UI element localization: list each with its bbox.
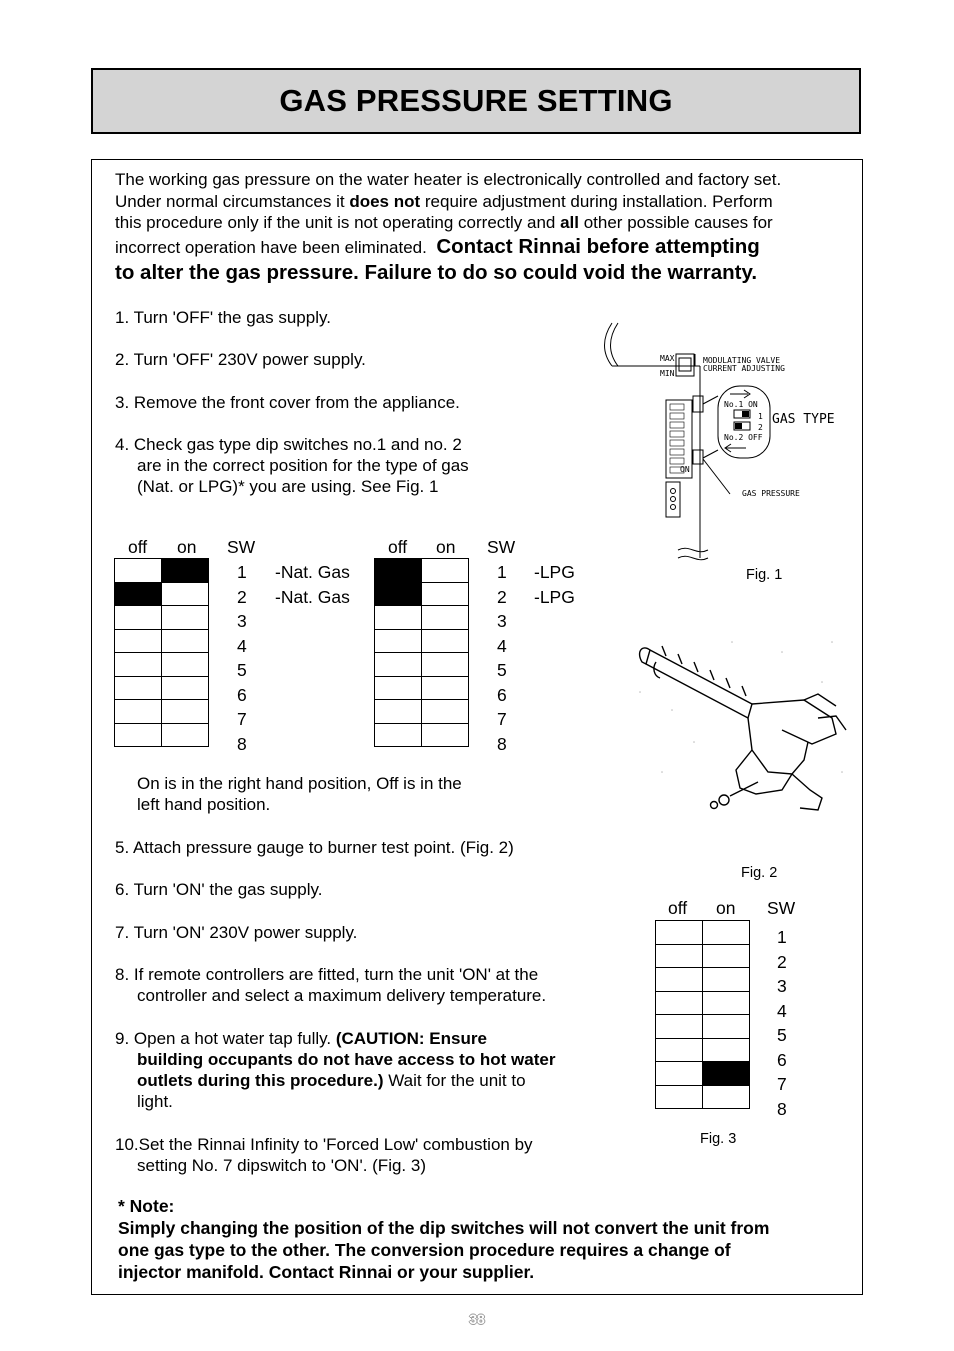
switch-off-cell <box>375 653 422 677</box>
note <box>118 1195 848 1283</box>
step-4: 4. Check gas type dip switches no.1 and no. 2 are in the correct position for the type of gas (Nat. or LPG)* you are using. See Fig. 1 <box>115 435 469 496</box>
intro-paragraph <box>115 169 845 286</box>
switch-off-cell <box>115 582 162 606</box>
switch-number: 7 <box>237 709 247 729</box>
intro-line: this procedure only if the unit is not operating correctly and all other possible causes for <box>115 213 773 232</box>
switch-on-cell <box>422 723 469 747</box>
switch-on-cell <box>422 582 469 606</box>
note-line: one gas type to the other. The conversion procedure requires a change of <box>118 1240 731 1260</box>
switch-off-cell <box>656 921 703 945</box>
intro-line: The working gas pressure on the water heater is electronically controlled and factory set. <box>115 170 782 189</box>
intro-line: incorrect operation have been eliminated. Contact Rinnai before attempting <box>115 234 760 258</box>
dip-switch-row <box>656 991 750 1015</box>
switch-number: 5 <box>777 1025 787 1045</box>
switch-on-cell <box>162 676 209 700</box>
step-9: 9. Open a hot water tap fully. (CAUTION: Ensure building occupants do not have access to hot water outlets during this procedure.) Wait for the unit to light. <box>115 1029 556 1111</box>
warning-text: Contact Rinnai before attempting <box>436 234 760 258</box>
off-header: off <box>128 537 148 557</box>
dip-switch-row <box>115 629 209 653</box>
on-header: on <box>716 898 736 918</box>
switch-off-cell <box>115 700 162 724</box>
step-10: 10.Set the Rinnai Infinity to 'Forced Low' combustion by setting No. 7 dipswitch to 'ON'. (Fig. 3) <box>115 1135 533 1175</box>
switch-number: 3 <box>777 976 787 996</box>
dip-switch-row <box>656 1038 750 1062</box>
note-line: injector manifold. Contact Rinnai or your supplier. <box>118 1262 535 1282</box>
switch-on-cell <box>703 1085 750 1109</box>
fig1-gas-pressure-label: GAS PRESSURE <box>742 489 800 498</box>
fig1-min-label: MIN <box>660 369 675 378</box>
gas-label: -Nat. Gas <box>275 586 350 607</box>
fig1-valve-label: MODULATING VALVE <box>703 356 781 365</box>
dip-switch-table-fig3 <box>655 920 750 1109</box>
switch-on-cell <box>162 582 209 606</box>
switch-number: 2 <box>777 951 787 972</box>
switch-number: 4 <box>497 635 507 656</box>
fig1-valve-label: CURRENT ADJUSTING <box>703 364 785 373</box>
switch-numbers <box>777 925 787 1121</box>
fig3-caption: Fig. 3 <box>700 1131 737 1147</box>
switch-number: 3 <box>497 611 507 631</box>
switch-number: 7 <box>497 709 507 729</box>
switch-numbers <box>497 560 507 756</box>
switch-off-cell <box>375 700 422 724</box>
gas-labels-nat <box>275 560 350 609</box>
gas-labels-lpg <box>534 560 575 609</box>
switch-off-cell <box>115 629 162 653</box>
dip-switch-row <box>656 1085 750 1109</box>
dip-switch-row <box>656 1015 750 1039</box>
switch-on-cell <box>162 653 209 677</box>
step-7: 7. Turn 'ON' 230V power supply. <box>115 923 358 942</box>
switch-on-cell <box>162 559 209 583</box>
switch-off-cell <box>115 676 162 700</box>
step-5: 5. Attach pressure gauge to burner test point. (Fig. 2) <box>115 838 514 857</box>
dip-switch-row <box>115 700 209 724</box>
fig1-no1-label: No.1 ON <box>724 400 758 409</box>
dip-switch-row <box>375 653 469 677</box>
off-header: off <box>668 898 688 918</box>
dip-switch-row <box>115 559 209 583</box>
switch-on-cell <box>703 1015 750 1039</box>
intro-emphasis: all <box>560 213 579 232</box>
sw-header: SW <box>767 898 796 918</box>
switch-on-cell <box>422 653 469 677</box>
step-3: 3. Remove the front cover from the appliance. <box>115 393 460 412</box>
dip-switch-row <box>656 1062 750 1086</box>
switch-number: 5 <box>237 660 247 680</box>
switch-off-cell <box>656 1062 703 1086</box>
switch-off-cell <box>656 1015 703 1039</box>
dip-switch-row <box>375 723 469 747</box>
switch-number: 2 <box>237 586 247 607</box>
switch-on-cell <box>422 559 469 583</box>
step-1: 1. Turn 'OFF' the gas supply. <box>115 308 331 327</box>
switch-off-cell <box>375 629 422 653</box>
switch-number: 8 <box>777 1098 787 1119</box>
switch-on-cell <box>703 991 750 1015</box>
gas-label: -LPG <box>534 586 575 607</box>
dip-switch-table-nat-gas <box>114 558 209 747</box>
switch-on-cell <box>422 629 469 653</box>
switch-off-cell <box>115 606 162 630</box>
switch-on-cell <box>422 676 469 700</box>
switch-number: 3 <box>237 611 247 631</box>
fig2-caption: Fig. 2 <box>741 865 778 881</box>
dip-switch-row <box>115 582 209 606</box>
fig1-gas-type-label: GAS TYPE <box>772 412 835 427</box>
dip-switch-row <box>656 944 750 968</box>
switch-off-cell <box>375 676 422 700</box>
switch-number: 4 <box>237 635 247 656</box>
off-header: off <box>388 537 408 557</box>
switch-number: 6 <box>777 1049 787 1070</box>
switch-off-cell <box>115 723 162 747</box>
switch-on-cell <box>162 606 209 630</box>
switch-off-cell <box>656 1085 703 1109</box>
switch-on-cell <box>162 629 209 653</box>
switch-on-cell <box>162 723 209 747</box>
note-heading: * Note: <box>118 1196 175 1216</box>
switch-number: 1 <box>777 927 787 947</box>
switch-off-cell <box>656 991 703 1015</box>
fig1-no2-label: No.2 OFF <box>724 433 763 442</box>
dip-switch-row <box>115 606 209 630</box>
on-header: on <box>436 537 456 557</box>
dip-switch-row <box>115 676 209 700</box>
switch-off-cell <box>656 1038 703 1062</box>
switch-on-cell <box>703 944 750 968</box>
step-8: 8. If remote controllers are fitted, turn the unit 'ON' at the controller and select a maximum delivery temperature. <box>115 965 547 1005</box>
gas-label: -LPG <box>534 562 575 582</box>
sw-header: SW <box>487 537 516 557</box>
fig1-dip-switch-diagram <box>600 318 850 573</box>
dip-switch-row <box>656 968 750 992</box>
switch-off-cell <box>375 723 422 747</box>
dip-switch-table-lpg <box>374 558 469 747</box>
title-box <box>91 68 861 134</box>
svg-text:2: 2 <box>758 423 763 432</box>
step-2: 2. Turn 'OFF' 230V power supply. <box>115 350 366 369</box>
switch-off-cell <box>656 968 703 992</box>
intro-line: Under normal circumstances it does not require adjustment during installation. Perform <box>115 191 773 211</box>
switch-number: 6 <box>237 684 247 705</box>
switch-off-cell <box>375 559 422 583</box>
page-number: 38 <box>469 1311 485 1327</box>
dip-switch-row <box>656 921 750 945</box>
fig1-max-label: MAX <box>660 354 675 363</box>
switch-number: 1 <box>497 562 507 582</box>
switch-off-cell <box>115 559 162 583</box>
warning-text: to alter the gas pressure. Failure to do so could void the warranty. <box>115 260 758 284</box>
switch-on-cell <box>162 700 209 724</box>
switch-numbers <box>237 560 247 756</box>
switch-on-cell <box>703 1062 750 1086</box>
page-title: GAS PRESSURE SETTING <box>279 83 673 118</box>
dip-switch-row <box>375 676 469 700</box>
switch-on-cell <box>703 921 750 945</box>
onoff-note: On is in the right hand position, Off is in the left hand position. <box>137 774 462 814</box>
switch-number: 1 <box>237 562 247 582</box>
switch-off-cell <box>375 606 422 630</box>
switch-on-cell <box>703 968 750 992</box>
switch-on-cell <box>703 1038 750 1062</box>
step-6: 6. Turn 'ON' the gas supply. <box>115 880 323 899</box>
switch-number: 8 <box>497 733 507 754</box>
switch-off-cell <box>656 944 703 968</box>
svg-text:1: 1 <box>758 412 763 421</box>
sw-header: SW <box>227 537 256 557</box>
dip-switch-row <box>375 700 469 724</box>
dip-switch-row <box>115 723 209 747</box>
gas-label: -Nat. Gas <box>275 562 350 582</box>
on-header: on <box>177 537 197 557</box>
switch-on-cell <box>422 700 469 724</box>
fig2-burner-illustration <box>632 622 854 832</box>
switch-number: 2 <box>497 586 507 607</box>
switch-number: 8 <box>237 733 247 754</box>
dip-switch-row <box>375 582 469 606</box>
switch-number: 4 <box>777 1000 787 1021</box>
switch-number: 6 <box>497 684 507 705</box>
fig1-on-label: ON <box>680 465 690 474</box>
switch-off-cell <box>115 653 162 677</box>
dip-switch-row <box>375 559 469 583</box>
switch-off-cell <box>375 582 422 606</box>
switch-on-cell <box>422 606 469 630</box>
intro-emphasis: does not <box>349 191 421 211</box>
fig1-caption: Fig. 1 <box>746 567 783 583</box>
switch-number: 7 <box>777 1074 787 1094</box>
dip-switch-row <box>115 653 209 677</box>
dip-switch-row <box>375 629 469 653</box>
switch-number: 5 <box>497 660 507 680</box>
note-line: Simply changing the position of the dip switches will not convert the unit from <box>118 1218 770 1238</box>
dip-switch-row <box>375 606 469 630</box>
